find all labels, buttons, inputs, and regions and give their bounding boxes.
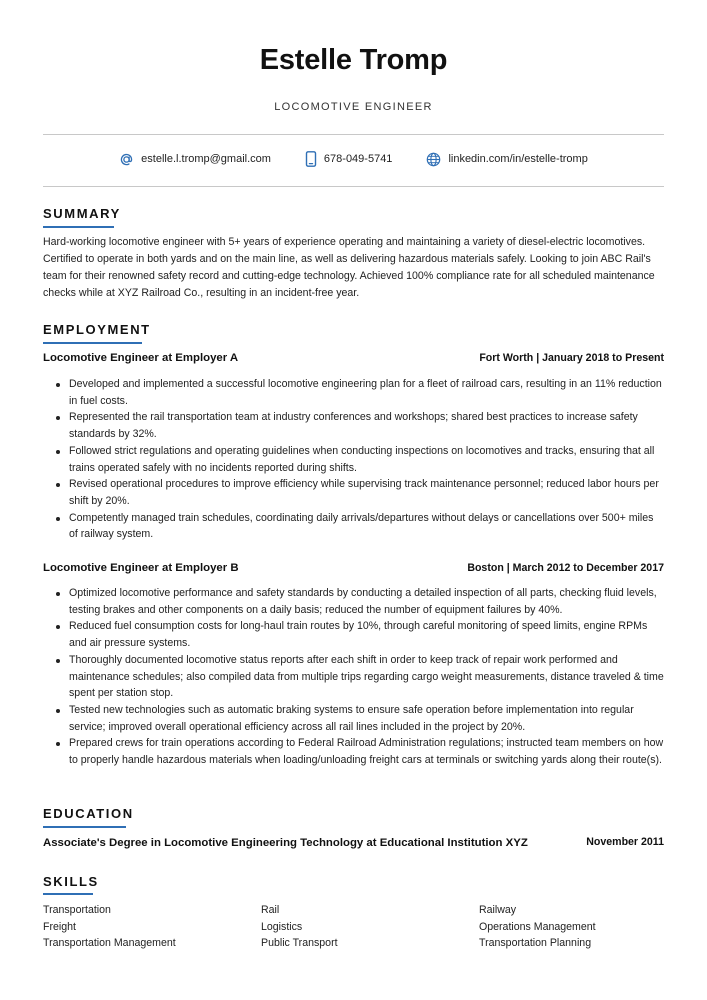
- job-meta: Boston | March 2012 to December 2017: [467, 562, 664, 574]
- skill-item: Freight: [43, 920, 76, 933]
- skills-grid: [43, 902, 664, 952]
- contact-linkedin[interactable]: [426, 152, 587, 167]
- list-item: Thoroughly documented locomotive status reports after each shift in order to keep track of repair work performed and maintenance schedules; also compiled data from multiple trips regarding cargo weight measurements, distance traveled & time spent per station stop.: [43, 652, 664, 702]
- job-bullets: [43, 376, 664, 543]
- job-role: LOCOMOTIVE ENGINEER: [274, 101, 433, 113]
- skill-item: Logistics: [261, 920, 303, 933]
- summary-underline: [43, 226, 114, 228]
- contact-bar: [43, 150, 664, 168]
- job-title: Locomotive Engineer at Employer A: [43, 352, 239, 364]
- list-item: Prepared crews for train operations according to Federal Railroad Administration regulations; instructed team members on how to properly handle hazardous materials when loading/unloading freight cars at terminals or switching yards along their route(s).: [43, 735, 664, 768]
- list-item: Represented the rail transportation team at industry conferences and workshops; shared best practices to increase safety standards by 32%.: [43, 409, 664, 442]
- skill-item: Operations Management: [479, 920, 596, 933]
- job-bullets: [43, 585, 664, 769]
- phone-icon: [305, 151, 317, 167]
- contact-email[interactable]: [119, 152, 271, 167]
- skills-heading: SKILLS: [43, 874, 99, 889]
- list-item: Competently managed train schedules, coordinating daily arrivals/departures without delays or cancellations over 500+ miles of railway system.: [43, 510, 664, 543]
- skill-item: Transportation: [43, 904, 111, 916]
- candidate-name: Estelle Tromp: [259, 44, 448, 76]
- degree-date: November 2011: [586, 836, 664, 848]
- globe-icon: [426, 152, 441, 167]
- list-item: Followed strict regulations and operating guidelines when conducting inspections on locomotives and tracks, ensuring that all trains operated safely with no incidents reported during shifts.: [43, 443, 664, 476]
- skill-item: Rail: [261, 904, 280, 916]
- skill-item: Transportation Management: [43, 937, 176, 950]
- list-item: Revised operational procedures to improve efficiency while supervising track maintenance personnel; reduced labor hours per shift by 20%.: [43, 476, 664, 509]
- skills-underline: [43, 893, 93, 895]
- skill-item: Public Transport: [261, 937, 338, 950]
- header-divider-bottom: [43, 186, 664, 187]
- list-item: Optimized locomotive performance and safety standards by conducting a detailed inspection of all parts, checking fluid levels, testing brakes and other components on a daily basis; reduced the number of equipment failures by 40%.: [43, 585, 664, 618]
- email-text: estelle.l.tromp@gmail.com: [141, 153, 271, 165]
- employment-underline: [43, 342, 142, 344]
- degree-title: Associate's Degree in Locomotive Engineering Technology at Educational Institution XYZ: [43, 837, 528, 849]
- linkedin-text: linkedin.com/in/estelle-tromp: [448, 153, 588, 165]
- job-title: Locomotive Engineer at Employer B: [43, 562, 239, 574]
- summary-text: Hard-working locomotive engineer with 5+ years of experience operating and maintaining a variety of diesel-electric locomotives. Certified to operate in both yards and on the main line, as well as delivering hazardous materials safely. Looking to join ABC Rail's team for their renowned safety record and cutting-edge technology. Achieved 100% compliance rate for all scheduled maintenance checks while at XYZ Railroad Co., resulting in an incident-free year.: [43, 236, 655, 299]
- skill-item: Railway: [479, 904, 517, 916]
- list-item: Developed and implemented a successful locomotive engineering plan for a fleet of railroad cars, resulting in an 11% reduction in fuel costs.: [43, 376, 664, 409]
- list-item: Reduced fuel consumption costs for long-haul train routes by 10%, through careful monitoring of speed limits, engine RPMs and air pressure systems.: [43, 618, 664, 651]
- contact-phone[interactable]: [305, 151, 393, 167]
- education-underline: [43, 826, 126, 828]
- employment-heading: EMPLOYMENT: [43, 322, 151, 337]
- phone-text: 678-049-5741: [323, 153, 393, 165]
- skill-item: Transportation Planning: [479, 937, 592, 950]
- at-icon: [119, 152, 134, 167]
- summary-heading: SUMMARY: [43, 206, 121, 221]
- education-heading: EDUCATION: [43, 806, 134, 821]
- list-item: Tested new technologies such as automatic braking systems to ensure safe operation before implementation into regular service; improved overall operational efficiency across all rail lines included in the project by 20%.: [43, 702, 664, 735]
- job-meta: Fort Worth | January 2018 to Present: [479, 352, 664, 364]
- header-divider-top: [43, 134, 664, 135]
